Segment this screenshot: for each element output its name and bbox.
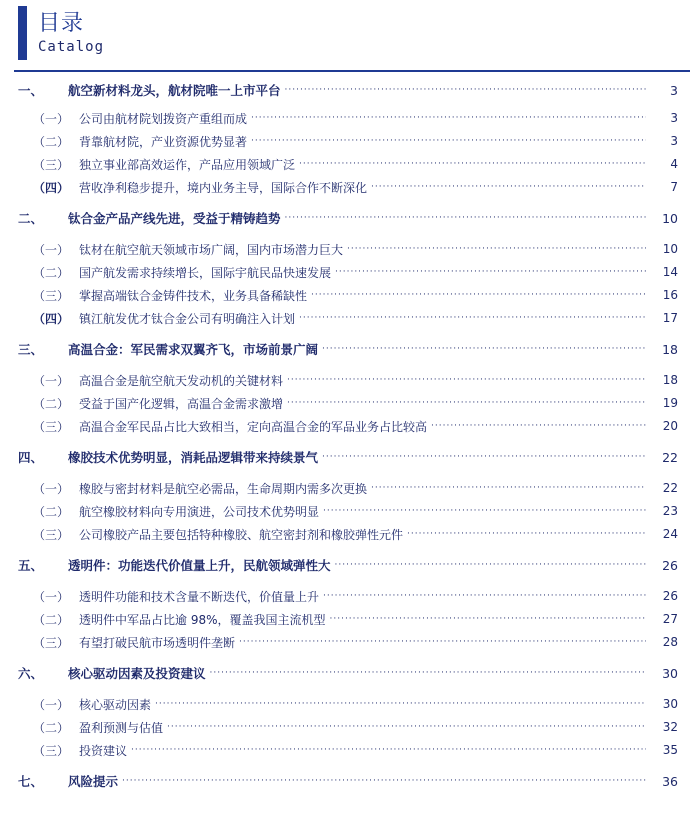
- toc-entry-number: （三）: [33, 635, 70, 650]
- toc-page-number: 20: [662, 419, 678, 433]
- toc-page-number: 7: [670, 180, 678, 194]
- toc-leader-dots: [285, 83, 646, 97]
- toc-page-number: 18: [662, 341, 678, 357]
- toc-page-number: 10: [662, 242, 678, 256]
- toc-leader-dots: [322, 342, 646, 356]
- toc-subsection-entry[interactable]: [0, 261, 700, 283]
- toc-page-number: 10: [662, 210, 678, 226]
- toc-entry-number: （三）: [33, 527, 70, 542]
- toc-page-number: 32: [662, 720, 678, 734]
- toc-entry-title: 高温合金是航空航天发动机的关键材料: [79, 373, 284, 388]
- toc-entry-number: （四）: [33, 180, 70, 195]
- toc-entry-number: 三、: [18, 342, 44, 357]
- toc-leader-dots: [371, 180, 646, 194]
- toc-leader-dots: [122, 774, 646, 788]
- toc-entry-title: 镇江航发优才钛合金公司有明确注入计划: [79, 311, 296, 326]
- toc-leader-dots: [311, 288, 646, 302]
- toc-leader-dots: [131, 743, 646, 757]
- toc-entry-title: 风险提示: [68, 774, 119, 789]
- toc-leader-dots: [407, 527, 646, 541]
- toc-leader-dots: [239, 635, 646, 649]
- toc-section-entry[interactable]: [0, 338, 700, 360]
- toc-page-number: 26: [662, 589, 678, 603]
- toc-leader-dots: [371, 481, 646, 495]
- toc-entry-number: （二）: [33, 504, 70, 519]
- toc-entry-title: 核心驱动因素: [79, 697, 152, 712]
- toc-subsection-entry[interactable]: [0, 369, 700, 391]
- toc-entry-number: （一）: [33, 481, 70, 496]
- toc-entry-title: 营收净利稳步提升，境内业务主导，国际合作不断深化: [79, 180, 368, 195]
- toc-leader-dots: [287, 373, 646, 387]
- toc-entry-title: 橡胶技术优势明显，消耗品逻辑带来持续景气: [68, 450, 319, 465]
- toc-subsection-entry[interactable]: [0, 284, 700, 306]
- toc-page-number: 23: [662, 504, 678, 518]
- toc-page-number: 28: [662, 635, 678, 649]
- toc-subsection-entry[interactable]: [0, 693, 700, 715]
- toc-entry-title: 核心驱动因素及投资建议: [68, 666, 206, 681]
- toc-page-number: 36: [662, 773, 678, 789]
- toc-subsection-entry[interactable]: [0, 176, 700, 198]
- toc-subsection-entry[interactable]: [0, 716, 700, 738]
- toc-entry-title: 国产航发需求持续增长，国际宇航民品快速发展: [79, 265, 332, 280]
- toc-subsection-entry[interactable]: [0, 523, 700, 545]
- toc-entry-number: （三）: [33, 419, 70, 434]
- toc-subsection-entry[interactable]: [0, 238, 700, 260]
- toc-subsection-entry[interactable]: [0, 392, 700, 414]
- toc-leader-dots: [285, 211, 646, 225]
- toc-entry-title: 有望打破民航市场透明件垄断: [79, 635, 236, 650]
- toc-leader-dots: [210, 666, 646, 680]
- toc-entry-number: （二）: [33, 720, 70, 735]
- toc-section-entry[interactable]: [0, 554, 700, 576]
- toc-entry-title: 高温合金：军民需求双翼齐飞，市场前景广阔: [68, 342, 319, 357]
- toc-entry-number: （一）: [33, 373, 70, 388]
- toc-section-entry[interactable]: [0, 79, 700, 101]
- toc-page-number: 17: [662, 311, 678, 325]
- toc-entry-title: 橡胶与密封材料是航空必需品，生命周期内需多次更换: [79, 481, 368, 496]
- toc-page-number: 30: [662, 697, 678, 711]
- toc-leader-dots: [167, 720, 646, 734]
- toc-entry-title: 背靠航材院，产业资源优势显著: [79, 134, 248, 149]
- toc-section-entry[interactable]: [0, 770, 700, 792]
- toc-page-number: 19: [662, 396, 678, 410]
- toc-leader-dots: [330, 612, 647, 626]
- toc-entry-number: （四）: [33, 311, 70, 326]
- toc-page-number: 22: [662, 449, 678, 465]
- toc-leader-dots: [323, 589, 646, 603]
- toc-subsection-entry[interactable]: [0, 153, 700, 175]
- toc-page-number: 4: [670, 157, 678, 171]
- toc-entry-title: 掌握高端钛合金铸件技术，业务具备稀缺性: [79, 288, 308, 303]
- toc-entry-number: 七、: [18, 774, 44, 789]
- toc-page-number: 3: [670, 134, 678, 148]
- toc-entry-number: （一）: [33, 111, 70, 126]
- toc-entry-number: （一）: [33, 589, 70, 604]
- toc-page-number: 27: [662, 612, 678, 626]
- toc-entry-title: 透明件：功能迭代价值量上升，民航领域弹性大: [68, 558, 331, 573]
- toc-entry-title: 公司由航材院划拨资产重组而成: [79, 111, 248, 126]
- toc-entry-title: 透明件功能和技术含量不断迭代，价值量上升: [79, 589, 320, 604]
- toc-page-number: 14: [662, 265, 678, 279]
- toc-page-number: 3: [670, 111, 678, 125]
- toc-entry-number: 四、: [18, 450, 44, 465]
- toc-entry-number: （二）: [33, 265, 70, 280]
- toc-page-number: 24: [662, 527, 678, 541]
- toc-entry-number: 二、: [18, 211, 44, 226]
- catalog-title-en: Catalog: [38, 39, 105, 55]
- toc-page-number: 22: [662, 481, 678, 495]
- toc-page-number: 26: [662, 557, 678, 573]
- toc-leader-dots: [155, 697, 646, 711]
- toc-page-number: 35: [662, 743, 678, 757]
- toc-subsection-entry[interactable]: [0, 585, 700, 607]
- toc-entry-number: 五、: [18, 558, 44, 573]
- toc-leader-dots: [251, 134, 646, 148]
- header-divider: [14, 70, 690, 72]
- toc-entry-title: 独立事业部高效运作，产品应用领域广泛: [79, 157, 296, 172]
- toc-leader-dots: [299, 157, 646, 171]
- toc-entry-number: 六、: [18, 666, 44, 681]
- toc-leader-dots: [251, 111, 646, 125]
- toc-page-number: 3: [670, 82, 678, 98]
- toc-leader-dots: [431, 419, 646, 433]
- toc-entry-number: （三）: [33, 157, 70, 172]
- toc-subsection-entry[interactable]: [0, 500, 700, 522]
- toc-entry-title: 受益于国产化逻辑，高温合金需求激增: [79, 396, 284, 411]
- toc-entry-number: （二）: [33, 612, 70, 627]
- toc-leader-dots: [287, 396, 646, 410]
- toc-entry-title: 钛合金产品产线先进，受益于精铸趋势: [68, 211, 281, 226]
- toc-entry-title: 钛材在航空航天领域市场广阔，国内市场潜力巨大: [79, 242, 344, 257]
- toc-leader-dots: [323, 504, 646, 518]
- toc-subsection-entry[interactable]: [0, 107, 700, 129]
- toc-leader-dots: [299, 311, 646, 325]
- toc-subsection-entry[interactable]: [0, 739, 700, 761]
- toc-leader-dots: [347, 242, 646, 256]
- toc-entry-number: （一）: [33, 242, 70, 257]
- toc-entry-number: （一）: [33, 697, 70, 712]
- toc-entry-title: 公司橡胶产品主要包括特种橡胶、航空密封剂和橡胶弹性元件: [79, 527, 404, 542]
- toc-subsection-entry[interactable]: [0, 608, 700, 630]
- toc-subsection-entry[interactable]: [0, 130, 700, 152]
- toc-subsection-entry[interactable]: [0, 631, 700, 653]
- header-accent-bar: [18, 6, 27, 60]
- toc-page-number: 16: [662, 288, 678, 302]
- toc-entry-title: 航空新材料龙头，航材院唯一上市平台: [68, 83, 281, 98]
- catalog-title-cn: 目录: [38, 11, 85, 36]
- toc-leader-dots: [335, 558, 646, 572]
- toc-entry-title: 透明件中军品占比逾 98%，覆盖我国主流机型: [79, 612, 326, 627]
- toc-entry-number: （三）: [33, 743, 70, 758]
- catalog-header: [18, 6, 318, 60]
- toc-entry-number: 一、: [18, 83, 44, 98]
- toc-entry-title: 高温合金军民品占比大致相当，定向高温合金的军品业务占比较高: [79, 419, 428, 434]
- toc-entry-title: 投资建议: [79, 743, 128, 758]
- toc-section-entry[interactable]: [0, 662, 700, 684]
- toc-subsection-entry[interactable]: [0, 307, 700, 329]
- toc-page-number: 30: [662, 665, 678, 681]
- toc-entry-title: 盈利预测与估值: [79, 720, 164, 735]
- toc-page-number: 18: [662, 373, 678, 387]
- toc-section-entry[interactable]: [0, 207, 700, 229]
- toc-entry-number: （二）: [33, 134, 70, 149]
- toc-section-entry[interactable]: [0, 446, 700, 468]
- toc-leader-dots: [322, 450, 646, 464]
- toc-entry-title: 航空橡胶材料向专用演进，公司技术优势明显: [79, 504, 320, 519]
- toc-subsection-entry[interactable]: [0, 477, 700, 499]
- toc-leader-dots: [335, 265, 646, 279]
- toc-entry-number: （二）: [33, 396, 70, 411]
- toc-subsection-entry[interactable]: [0, 415, 700, 437]
- toc-entry-number: （三）: [33, 288, 70, 303]
